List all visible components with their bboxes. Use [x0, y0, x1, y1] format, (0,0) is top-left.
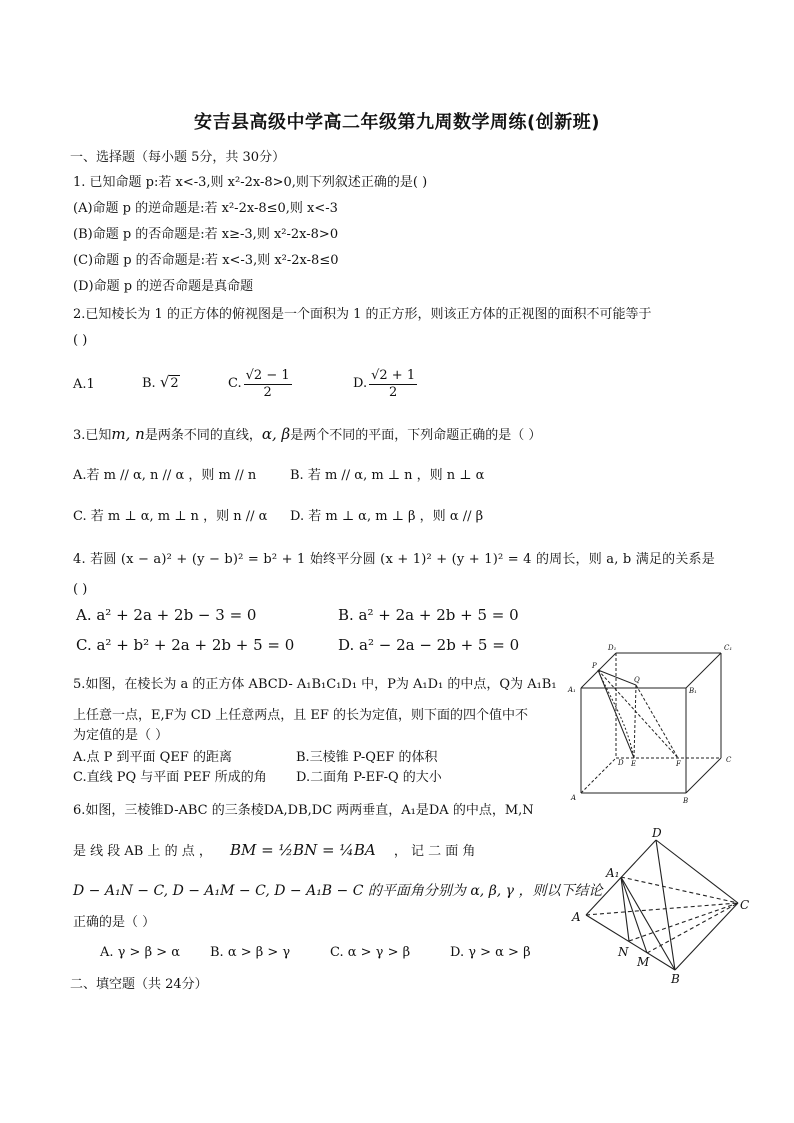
- tetra-label-D: D: [652, 826, 662, 840]
- q4-stem: 4. 若圆 (x − a)² + (y − b)² = b² + 1 始终平分圆 (x + 1)² + (y + 1)² = 4 的周长，则 a, b 满足的关系是: [73, 552, 715, 567]
- q2-option-b: [142, 374, 180, 392]
- q4-option-a: A. a² + 2a + 2b − 3 = 0: [76, 606, 257, 624]
- q4-option-b: B. a² + 2a + 2b + 5 = 0: [338, 606, 519, 624]
- q3-option-b: B. 若 m // α, m ⊥ n ，则 n ⊥ α: [290, 468, 485, 483]
- q5-option-b: B.三棱锥 P-QEF 的体积: [296, 750, 438, 765]
- q2-option-a: A.1: [73, 377, 95, 392]
- q2-option-b-label: B.: [142, 376, 156, 391]
- cube-label-B: B: [683, 797, 689, 805]
- q4-paren: ( ): [73, 582, 88, 597]
- q2-option-c-fraction: $\frac{√2 - 1}{2}$: [245, 367, 290, 400]
- q6-line1: 6.如图，三棱锥D-ABC 的三条棱DA,DB,DC 两两垂直，A₁是DA 的中点，M,N: [73, 803, 534, 818]
- q6-line2-equation: BM = ½BN = ¼BA: [230, 841, 376, 859]
- q2-option-b-value: 2: [170, 376, 179, 391]
- q6-line3: D − A₁N − C, D − A₁M − C, D − A₁B − C 的平面角分别为 α, β, γ ，则以下结论: [73, 883, 603, 899]
- q5-line1: 5.如图，在棱长为 a 的正方体 ABCD- A₁B₁C₁D₁ 中，P为 A₁D₁ 的中点，Q为 A₁B₁: [73, 677, 557, 692]
- q4-option-c: C. a² + b² + 2a + 2b + 5 = 0: [76, 636, 295, 654]
- cube-label-E: E: [631, 760, 637, 768]
- q6-line2: [73, 842, 475, 860]
- q1-option-a: (A)命题 p 的逆命题是:若 x²-2x-8≤0,则 x<-3: [73, 201, 338, 216]
- q3-option-d: D. 若 m ⊥ α, m ⊥ β ，则 α // β: [290, 509, 484, 524]
- cube-label-C1: C₁: [724, 644, 733, 652]
- q1-option-c: (C)命题 p 的否命题是:若 x<-3,则 x²-2x-8≤0: [73, 253, 339, 268]
- q2-option-c-denominator: 2: [263, 384, 272, 400]
- tetrahedron-figure: [570, 825, 760, 985]
- q3-stem-vars-planes: α, β: [261, 425, 291, 443]
- q3-option-a: A.若 m // α, n // α ，则 m // n: [73, 468, 257, 483]
- sqrt-symbol: √2: [159, 373, 179, 391]
- q2-option-d-fraction: $\frac{√2 + 1}{2}$: [371, 367, 416, 400]
- q1-option-b: (B)命题 p 的否命题是:若 x≥-3,则 x²-2x-8>0: [73, 227, 339, 242]
- cube-label-A1: A₁: [568, 686, 576, 694]
- q5-line2: 上任意一点，E,F为 CD 上任意两点，且 EF 的长为定值，则下面的四个值中不: [73, 708, 529, 723]
- q2-option-d-denominator: 2: [388, 384, 398, 400]
- q2-option-c: [228, 362, 294, 406]
- cube-label-F: F: [676, 760, 681, 768]
- q4-option-d: D. a² − 2a − 2b + 5 = 0: [338, 636, 520, 654]
- tetra-label-N: N: [618, 945, 629, 959]
- q2-option-d: [353, 362, 419, 406]
- tetra-label-C: C: [740, 898, 750, 912]
- q6-option-d: D. γ > α > β: [450, 945, 531, 960]
- tetra-label-A1: A₁: [606, 866, 620, 880]
- q5-option-a: A.点 P 到平面 QEF 的距离: [73, 750, 232, 765]
- cube-label-D1: D₁: [608, 644, 617, 652]
- tetra-label-M: M: [637, 955, 650, 969]
- section-heading-fill: 二、填空题（共 24分）: [70, 977, 208, 992]
- q2-option-d-numerator: 2 + 1: [379, 367, 416, 383]
- q5-option-c: C.直线 PQ 与平面 PEF 所成的角: [73, 770, 267, 785]
- q6-line2-pre: 是 线 段 AB 上 的 点 ，: [73, 844, 212, 859]
- section-heading-choice: 一、选择题（每小题 5分，共 30分）: [70, 150, 286, 165]
- cube-figure: [566, 640, 746, 810]
- tetra-label-A: A: [572, 910, 581, 924]
- q3-stem-vars-lines: m, n: [111, 425, 145, 443]
- q2-stem: 2.已知棱长为 1 的正方体的俯视图是一个面积为 1 的正方形，则该正方体的正视图的面积不可能等于: [73, 307, 652, 322]
- q5-option-d: D.二面角 P-EF-Q 的大小: [296, 770, 442, 785]
- q3-stem-pre: 3.已知: [73, 428, 112, 443]
- q6-line4: 正确的是（ ）: [73, 915, 156, 930]
- q3-stem-post: 是两个不同的平面，下列命题正确的是（ ）: [290, 428, 542, 443]
- q2-option-c-numerator: 2 − 1: [253, 367, 290, 383]
- q3-stem-mid: 是两条不同的直线，: [144, 428, 262, 443]
- q2-option-d-label: D.: [353, 376, 368, 391]
- cube-label-Q: Q: [634, 676, 640, 684]
- q5-line3: 为定值的是（ ）: [73, 728, 169, 743]
- q6-option-a: A. γ > β > α: [100, 945, 181, 960]
- tetra-label-B: B: [671, 972, 680, 985]
- q2-paren: ( ): [73, 333, 88, 348]
- cube-label-D: D: [618, 759, 624, 767]
- q2-option-c-label: C.: [228, 376, 242, 391]
- q1-option-d: (D)命题 p 的逆否命题是真命题: [73, 279, 254, 294]
- page-title: 安吉县高级中学高二年级第九周数学周练(创新班): [194, 112, 600, 133]
- q6-option-c: C. α > γ > β: [330, 945, 411, 960]
- q1-stem: 1. 已知命题 p:若 x<-3,则 x²-2x-8>0,则下列叙述正确的是( ): [73, 175, 428, 190]
- cube-label-A: A: [571, 794, 577, 802]
- cube-label-P: P: [592, 662, 597, 670]
- q3-option-c: C. 若 m ⊥ α, m ⊥ n ，则 n // α: [73, 509, 268, 524]
- q3-stem: [73, 426, 541, 444]
- cube-label-C: C: [726, 756, 732, 764]
- q6-option-b: B. α > β > γ: [210, 945, 291, 960]
- q6-line2-post: ， 记 二 面 角: [393, 844, 476, 859]
- cube-label-B1: B₁: [689, 687, 697, 695]
